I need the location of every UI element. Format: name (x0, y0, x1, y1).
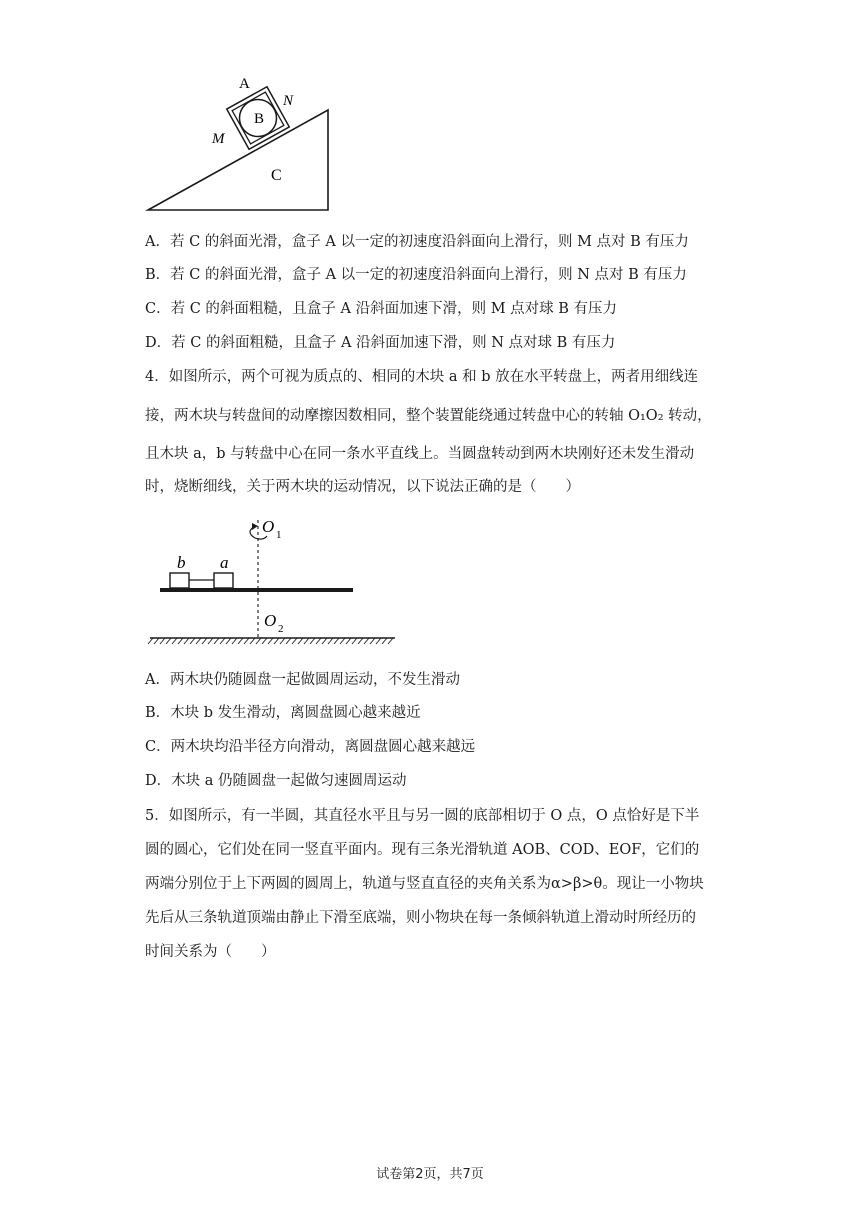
label-N: N (283, 93, 294, 109)
ground-hatch (148, 638, 393, 644)
q4-option-c: C．两木块均沿半径方向滑动，离圆盘圆心越来越远 (145, 739, 476, 755)
label-O2: O (264, 611, 277, 630)
q3-option-b: B．若 C 的斜面光滑，盒子 A 以一定的初速度沿斜面向上滑行，则 N 点对 B 有压力 (145, 267, 687, 283)
q5-stem-line-4: 先后从三条轨道顶端由静止下滑至底端，则小物块在每一条倾斜轨道上滑动时所经历的 (145, 910, 696, 926)
hatch-mark (166, 638, 171, 644)
hatch-mark (172, 638, 177, 644)
rotation-arrowhead (252, 523, 258, 530)
hatch-mark (316, 638, 321, 644)
q4-stem-line-1: 4．如图所示，两个可视为质点的、相同的木块 a 和 b 放在水平转盘上，两者用细线连 (145, 369, 699, 385)
hatch-mark (202, 638, 207, 644)
hatch-mark (370, 638, 375, 644)
hatch-mark (346, 638, 351, 644)
hatch-mark (364, 638, 369, 644)
q4-stem-line-4: 时，烧断细线，关于两木块的运动情况，以下说法正确的是（ ） (145, 479, 580, 495)
q3-option-d: D．若 C 的斜面粗糙，且盒子 A 沿斜面加速下滑，则 N 点对球 B 有压力 (145, 335, 616, 351)
hatch-mark (292, 638, 297, 644)
figure-box-on-incline (140, 68, 340, 216)
label-O1-sub: 1 (276, 529, 282, 541)
page-footer: 试卷第2页，共7页 (376, 1167, 484, 1182)
q3-option-c: C．若 C 的斜面粗糙，且盒子 A 沿斜面加速下滑，则 M 点对球 B 有压力 (145, 301, 618, 317)
q4-option-d: D．木块 a 仍随圆盘一起做匀速圆周运动 (145, 773, 407, 789)
label-A: A (239, 76, 250, 92)
hatch-mark (268, 638, 273, 644)
hatch-mark (280, 638, 285, 644)
incline-diagram (140, 68, 340, 216)
hatch-mark (178, 638, 183, 644)
label-O2-sub: 2 (278, 623, 284, 635)
hatch-mark (256, 638, 261, 644)
q4-stem-line-2: 接，两木块与转盘间的动摩擦因数相同，整个装置能绕通过转盘中心的转轴 O₁O₂ 转动， (145, 408, 712, 424)
hatch-mark (310, 638, 315, 644)
hatch-mark (358, 638, 363, 644)
q4-option-b: B．木块 b 发生滑动，离圆盘圆心越来越近 (145, 705, 421, 721)
hatch-mark (226, 638, 231, 644)
hatch-mark (376, 638, 381, 644)
hatch-mark (196, 638, 201, 644)
hatch-mark (244, 638, 249, 644)
hatch-mark (220, 638, 225, 644)
label-b: b (177, 553, 186, 572)
q3-option-a: A．若 C 的斜面光滑，盒子 A 以一定的初速度沿斜面向上滑行，则 M 点对 B 有压力 (145, 234, 689, 250)
hatch-mark (322, 638, 327, 644)
hatch-mark (184, 638, 189, 644)
q5-stem-line-2: 圆的圆心，它们处在同一竖直平面内。现有三条光滑轨道 AOB、COD、EOF，它们的 (145, 842, 700, 858)
hatch-mark (388, 638, 393, 644)
label-O1: O (262, 517, 275, 536)
q4-option-a: A．两木块仍随圆盘一起做圆周运动，不发生滑动 (145, 672, 460, 688)
hatch-mark (250, 638, 255, 644)
hatch-mark (208, 638, 213, 644)
hatch-mark (214, 638, 219, 644)
hatch-mark (334, 638, 339, 644)
hatch-mark (286, 638, 291, 644)
hatch-mark (298, 638, 303, 644)
incline-triangle (148, 110, 328, 210)
label-M: M (212, 131, 225, 147)
hatch-mark (352, 638, 357, 644)
hatch-mark (304, 638, 309, 644)
hatch-mark (190, 638, 195, 644)
label-B: B (254, 111, 265, 127)
hatch-mark (148, 638, 153, 644)
turntable-diagram (145, 510, 405, 650)
figure-turntable (145, 510, 405, 650)
q5-stem-line-3: 两端分别位于上下两圆的圆周上，轨道与竖直直径的夹角关系为α>β>θ。现让一小物块 (145, 876, 704, 892)
block-a (214, 573, 233, 588)
hatch-mark (382, 638, 387, 644)
hatch-mark (262, 638, 267, 644)
hatch-mark (160, 638, 165, 644)
label-C: C (271, 167, 282, 184)
q4-stem-line-3: 且木块 a，b 与转盘中心在同一条水平直线上。当圆盘转动到两木块刚好还未发生滑动 (145, 446, 695, 462)
label-a: a (220, 553, 229, 572)
hatch-mark (340, 638, 345, 644)
hatch-mark (232, 638, 237, 644)
q5-stem-line-1: 5．如图所示，有一半圆，其直径水平且与另一圆的底部相切于 O 点，O 点恰好是下半 (145, 808, 700, 824)
hatch-mark (154, 638, 159, 644)
block-b (170, 573, 189, 588)
hatch-mark (274, 638, 279, 644)
q5-stem-line-5: 时间关系为（ ） (145, 944, 276, 960)
hatch-mark (328, 638, 333, 644)
hatch-mark (238, 638, 243, 644)
